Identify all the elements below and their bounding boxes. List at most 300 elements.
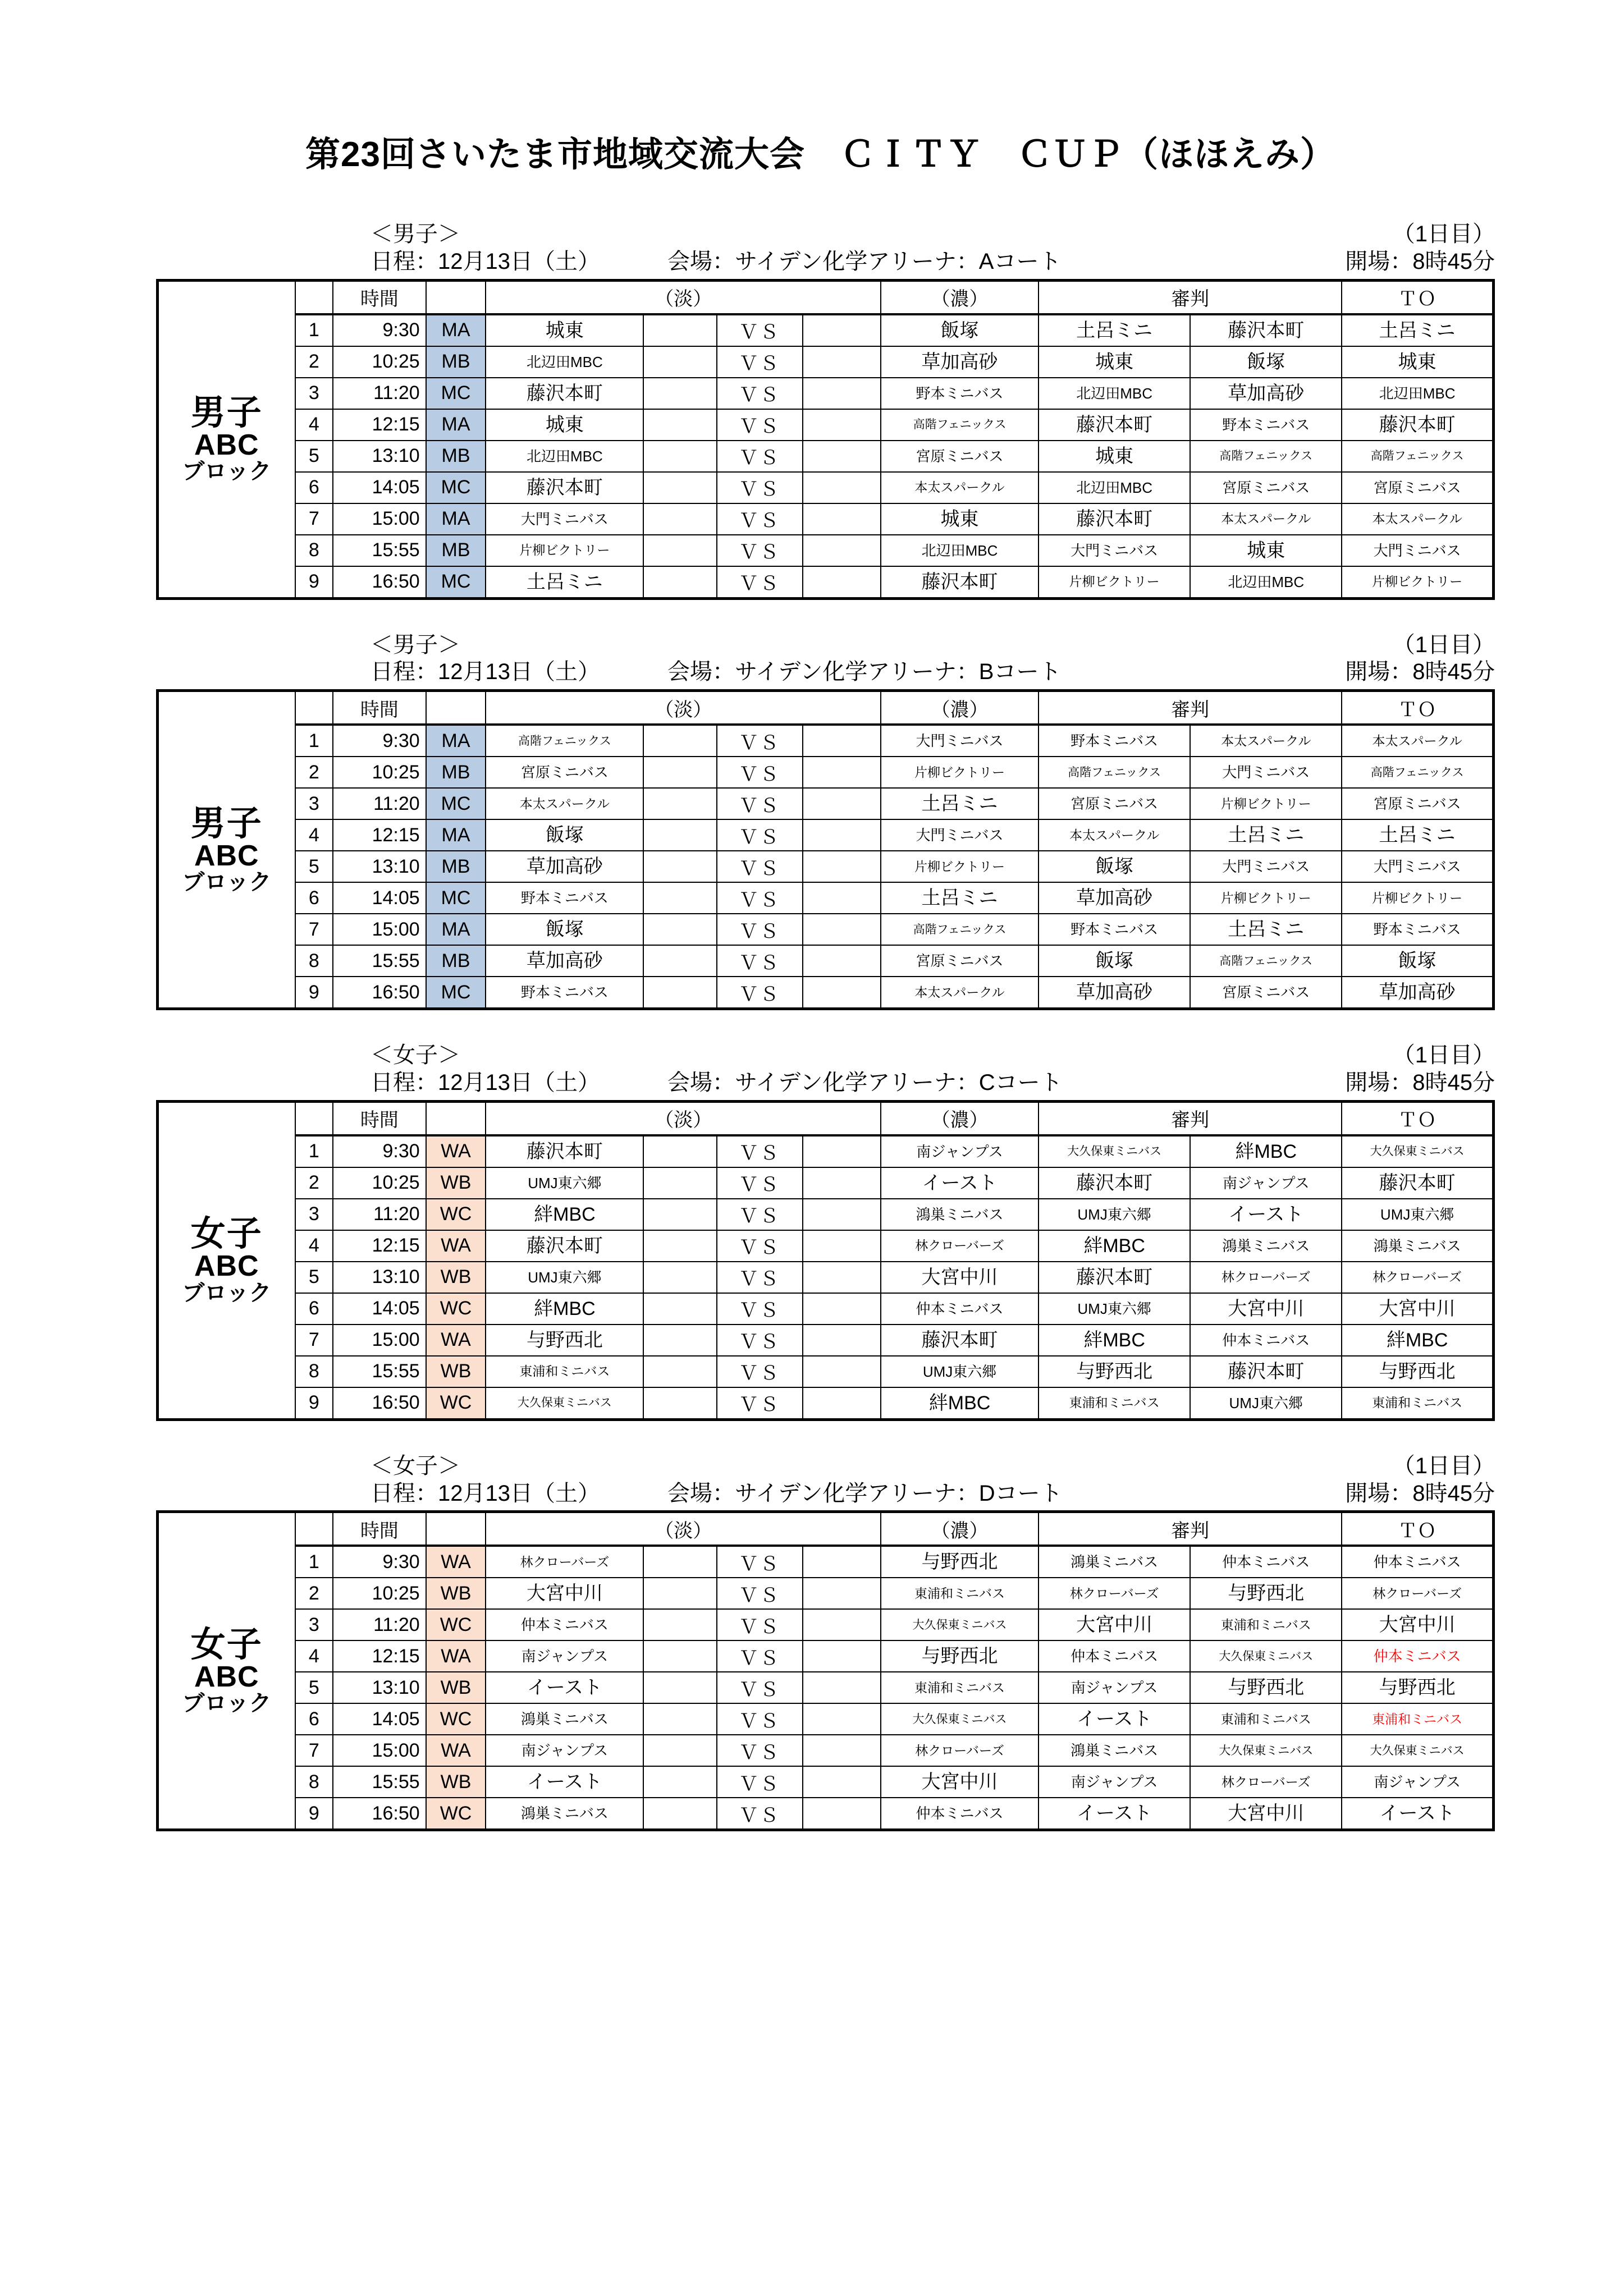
- team-light: 草加高砂: [486, 945, 643, 977]
- referee-2: 大宮中川: [1190, 1798, 1342, 1830]
- referee-1: イースト: [1039, 1798, 1190, 1830]
- court-code: WB: [426, 1672, 486, 1703]
- table-header-row: [158, 1512, 1494, 1546]
- venue-label: 会場：サイデン化学アリーナ：Aコート: [667, 249, 1062, 274]
- game-number: 2: [295, 1578, 333, 1609]
- table-row: [158, 535, 1494, 566]
- table-officials: 土呂ミニ: [1342, 819, 1493, 851]
- category-label: ＜女子＞: [370, 1453, 460, 1478]
- team-dark: 与野西北: [881, 1546, 1039, 1578]
- table-officials: 宮原ミニバス: [1342, 472, 1493, 503]
- vs-label: ＶＳ: [717, 535, 802, 566]
- date-label: 日程：12月13日（土）: [370, 1481, 600, 1506]
- team-dark: 土呂ミニ: [881, 788, 1039, 819]
- team-light: 北辺田MBC: [486, 441, 643, 472]
- team-dark: 南ジャンプス: [881, 1136, 1039, 1167]
- game-number: 1: [295, 315, 333, 346]
- block-label-line2: ABC: [194, 839, 259, 872]
- game-time: 16:50: [333, 1798, 426, 1830]
- score-light: [643, 788, 717, 819]
- score-light: [643, 1766, 717, 1798]
- game-number: 9: [295, 1798, 333, 1830]
- table-row: [158, 315, 1494, 346]
- vs-label: ＶＳ: [717, 315, 802, 346]
- game-time: 15:00: [333, 1325, 426, 1356]
- table-officials: イースト: [1342, 1798, 1493, 1830]
- game-time: 12:15: [333, 1230, 426, 1262]
- score-light: [643, 882, 717, 914]
- team-dark: 片柳ビクトリー: [881, 851, 1039, 882]
- date-label: 日程：12月13日（土）: [370, 659, 600, 685]
- category-label: ＜男子＞: [370, 222, 460, 246]
- vs-label: ＶＳ: [717, 441, 802, 472]
- court-code: MB: [426, 441, 486, 472]
- game-number: 5: [295, 1262, 333, 1293]
- vs-label: ＶＳ: [717, 882, 802, 914]
- vs-label: ＶＳ: [717, 1325, 802, 1356]
- header-to: ＴＯ: [1342, 280, 1493, 314]
- game-number: 4: [295, 1640, 333, 1672]
- vs-label: ＶＳ: [717, 1798, 802, 1830]
- team-dark: 仲本ミニバス: [881, 1798, 1039, 1830]
- score-light: [643, 346, 717, 378]
- game-time: 10:25: [333, 1578, 426, 1609]
- table-officials: 大宮中川: [1342, 1609, 1493, 1640]
- referee-2: 藤沢本町: [1190, 1356, 1342, 1387]
- score-dark: [803, 914, 881, 945]
- score-light: [643, 1735, 717, 1766]
- sections-container: [0, 221, 1624, 1831]
- game-number: 8: [295, 945, 333, 977]
- vs-label: ＶＳ: [717, 1262, 802, 1293]
- referee-2: 本太スパークル: [1190, 503, 1342, 535]
- team-light: 絆MBC: [486, 1199, 643, 1230]
- table-row: [158, 409, 1494, 441]
- schedule-table: [156, 1100, 1495, 1421]
- game-number: 3: [295, 1609, 333, 1640]
- vs-label: ＶＳ: [717, 1167, 802, 1199]
- team-light: 草加高砂: [486, 851, 643, 882]
- team-light: 東浦和ミニバス: [486, 1356, 643, 1387]
- table-row: [158, 1578, 1494, 1609]
- team-light: 城東: [486, 409, 643, 441]
- game-number: 9: [295, 977, 333, 1009]
- game-time: 13:10: [333, 1262, 426, 1293]
- block-label: [158, 691, 295, 1009]
- game-number: 8: [295, 535, 333, 566]
- score-light: [643, 472, 717, 503]
- team-dark: 鴻巣ミニバス: [881, 1199, 1039, 1230]
- game-number: 7: [295, 1325, 333, 1356]
- referee-2: 宮原ミニバス: [1190, 472, 1342, 503]
- game-time: 10:25: [333, 757, 426, 788]
- game-number: 5: [295, 1672, 333, 1703]
- team-dark: 与野西北: [881, 1640, 1039, 1672]
- team-light: 仲本ミニバス: [486, 1609, 643, 1640]
- score-light: [643, 1546, 717, 1578]
- team-dark: 仲本ミニバス: [881, 1293, 1039, 1325]
- table-row: [158, 882, 1494, 914]
- court-code: WA: [426, 1325, 486, 1356]
- score-dark: [803, 1578, 881, 1609]
- score-dark: [803, 441, 881, 472]
- score-dark: [803, 1356, 881, 1387]
- header-no: [295, 691, 333, 725]
- vs-label: ＶＳ: [717, 566, 802, 599]
- score-dark: [803, 409, 881, 441]
- court-code: MA: [426, 914, 486, 945]
- referee-2: 宮原ミニバス: [1190, 977, 1342, 1009]
- referee-2: イースト: [1190, 1199, 1342, 1230]
- table-row: [158, 1325, 1494, 1356]
- table-officials: 土呂ミニ: [1342, 315, 1493, 346]
- game-number: 6: [295, 882, 333, 914]
- team-light: 藤沢本町: [486, 378, 643, 409]
- team-light: 飯塚: [486, 819, 643, 851]
- table-row: [158, 1798, 1494, 1830]
- court-code: WA: [426, 1735, 486, 1766]
- referee-2: 東浦和ミニバス: [1190, 1703, 1342, 1735]
- table-row: [158, 346, 1494, 378]
- court-code: WA: [426, 1546, 486, 1578]
- court-code: WC: [426, 1199, 486, 1230]
- court-code: MA: [426, 725, 486, 757]
- referee-2: 大久保東ミニバス: [1190, 1640, 1342, 1672]
- table-officials: UMJ東六郷: [1342, 1199, 1493, 1230]
- vs-label: ＶＳ: [717, 1199, 802, 1230]
- game-number: 5: [295, 441, 333, 472]
- table-row: [158, 472, 1494, 503]
- score-dark: [803, 1230, 881, 1262]
- score-light: [643, 1230, 717, 1262]
- table-officials: 北辺田MBC: [1342, 378, 1493, 409]
- day-label: （1日目）: [1392, 632, 1495, 657]
- score-light: [643, 1325, 717, 1356]
- day-label: （1日目）: [1392, 1043, 1495, 1068]
- table-officials: 林クローバーズ: [1342, 1262, 1493, 1293]
- game-time: 13:10: [333, 1672, 426, 1703]
- block-label-line1: 女子: [190, 1625, 263, 1664]
- game-time: 15:55: [333, 535, 426, 566]
- header-light: （淡）: [486, 1101, 881, 1135]
- score-dark: [803, 1798, 881, 1830]
- header-dark: （濃）: [881, 691, 1039, 725]
- referee-2: 片柳ビクトリー: [1190, 882, 1342, 914]
- vs-label: ＶＳ: [717, 1293, 802, 1325]
- section-meta: [0, 1452, 1624, 1507]
- team-dark: 大久保東ミニバス: [881, 1609, 1039, 1640]
- score-dark: [803, 1640, 881, 1672]
- referee-1: 北辺田MBC: [1039, 378, 1190, 409]
- referee-2: 草加高砂: [1190, 378, 1342, 409]
- game-number: 5: [295, 851, 333, 882]
- court-code: MC: [426, 882, 486, 914]
- game-time: 11:20: [333, 788, 426, 819]
- schedule-section: [0, 221, 1624, 600]
- table-row: [158, 1356, 1494, 1387]
- table-officials: 高階フェニックス: [1342, 757, 1493, 788]
- date-label: 日程：12月13日（土）: [370, 249, 600, 274]
- score-light: [643, 1167, 717, 1199]
- open-time-label: 開場：8時45分: [1345, 249, 1495, 274]
- referee-1: 片柳ビクトリー: [1039, 566, 1190, 599]
- section-meta: [0, 631, 1624, 686]
- score-light: [643, 441, 717, 472]
- vs-label: ＶＳ: [717, 1136, 802, 1167]
- table-row: [158, 1672, 1494, 1703]
- game-time: 13:10: [333, 851, 426, 882]
- score-light: [643, 725, 717, 757]
- score-light: [643, 757, 717, 788]
- referee-2: 北辺田MBC: [1190, 566, 1342, 599]
- schedule-table-wrapper: [0, 689, 1624, 1010]
- referee-1: 藤沢本町: [1039, 503, 1190, 535]
- team-dark: 城東: [881, 503, 1039, 535]
- header-code: [426, 691, 486, 725]
- referee-2: 野本ミニバス: [1190, 409, 1342, 441]
- game-time: 11:20: [333, 1609, 426, 1640]
- day-label: （1日目）: [1392, 1453, 1495, 1478]
- block-label-line3: ブロック: [182, 869, 272, 895]
- court-code: MC: [426, 472, 486, 503]
- score-dark: [803, 1387, 881, 1420]
- header-to: ＴＯ: [1342, 691, 1493, 725]
- referee-1: 野本ミニバス: [1039, 725, 1190, 757]
- game-number: 8: [295, 1766, 333, 1798]
- team-dark: 藤沢本町: [881, 1325, 1039, 1356]
- score-light: [643, 1199, 717, 1230]
- table-officials: 藤沢本町: [1342, 1167, 1493, 1199]
- game-time: 11:20: [333, 1199, 426, 1230]
- table-row: [158, 851, 1494, 882]
- game-time: 14:05: [333, 472, 426, 503]
- team-light: 藤沢本町: [486, 472, 643, 503]
- table-officials: 城東: [1342, 346, 1493, 378]
- vs-label: ＶＳ: [717, 757, 802, 788]
- table-officials: 本太スパークル: [1342, 725, 1493, 757]
- score-dark: [803, 1735, 881, 1766]
- header-code: [426, 280, 486, 314]
- team-light: イースト: [486, 1766, 643, 1798]
- referee-1: 城東: [1039, 441, 1190, 472]
- table-officials: 林クローバーズ: [1342, 1578, 1493, 1609]
- game-number: 1: [295, 725, 333, 757]
- block-label-line3: ブロック: [182, 1691, 272, 1716]
- table-row: [158, 819, 1494, 851]
- game-time: 14:05: [333, 1293, 426, 1325]
- score-light: [643, 1703, 717, 1735]
- vs-label: ＶＳ: [717, 1356, 802, 1387]
- table-header-row: [158, 1101, 1494, 1135]
- court-code: MC: [426, 788, 486, 819]
- score-dark: [803, 1325, 881, 1356]
- game-number: 6: [295, 472, 333, 503]
- table-row: [158, 1387, 1494, 1420]
- vs-label: ＶＳ: [717, 503, 802, 535]
- score-dark: [803, 1199, 881, 1230]
- block-label: [158, 1512, 295, 1830]
- score-light: [643, 1356, 717, 1387]
- game-number: 6: [295, 1703, 333, 1735]
- vs-label: ＶＳ: [717, 725, 802, 757]
- score-light: [643, 378, 717, 409]
- table-officials: 野本ミニバス: [1342, 914, 1493, 945]
- vs-label: ＶＳ: [717, 945, 802, 977]
- score-dark: [803, 851, 881, 882]
- referee-2: 南ジャンプス: [1190, 1167, 1342, 1199]
- referee-2: 高階フェニックス: [1190, 441, 1342, 472]
- score-dark: [803, 566, 881, 599]
- team-light: 絆MBC: [486, 1293, 643, 1325]
- vs-label: ＶＳ: [717, 1640, 802, 1672]
- court-code: MA: [426, 315, 486, 346]
- game-time: 12:15: [333, 819, 426, 851]
- referee-2: 与野西北: [1190, 1578, 1342, 1609]
- team-dark: 林クローバーズ: [881, 1230, 1039, 1262]
- referee-1: 本太スパークル: [1039, 819, 1190, 851]
- court-code: WC: [426, 1387, 486, 1420]
- referee-1: 北辺田MBC: [1039, 472, 1190, 503]
- court-code: WB: [426, 1356, 486, 1387]
- referee-1: 藤沢本町: [1039, 1167, 1190, 1199]
- score-dark: [803, 315, 881, 346]
- score-dark: [803, 1766, 881, 1798]
- game-number: 3: [295, 378, 333, 409]
- team-dark: 宮原ミニバス: [881, 945, 1039, 977]
- table-row: [158, 1136, 1494, 1167]
- table-officials: 高階フェニックス: [1342, 441, 1493, 472]
- vs-label: ＶＳ: [717, 346, 802, 378]
- header-time: 時間: [333, 1512, 426, 1546]
- score-dark: [803, 757, 881, 788]
- referee-1: 大宮中川: [1039, 1609, 1190, 1640]
- game-time: 15:55: [333, 1356, 426, 1387]
- game-number: 6: [295, 1293, 333, 1325]
- score-light: [643, 945, 717, 977]
- score-light: [643, 1640, 717, 1672]
- referee-1: 鴻巣ミニバス: [1039, 1546, 1190, 1578]
- referee-1: 飯塚: [1039, 945, 1190, 977]
- referee-2: 藤沢本町: [1190, 315, 1342, 346]
- table-officials: 大門ミニバス: [1342, 535, 1493, 566]
- vs-label: ＶＳ: [717, 1609, 802, 1640]
- team-light: 高階フェニックス: [486, 725, 643, 757]
- table-officials: 鴻巣ミニバス: [1342, 1230, 1493, 1262]
- table-officials: 絆MBC: [1342, 1325, 1493, 1356]
- referee-1: 飯塚: [1039, 851, 1190, 882]
- team-dark: 北辺田MBC: [881, 535, 1039, 566]
- table-row: [158, 503, 1494, 535]
- court-code: MB: [426, 851, 486, 882]
- score-light: [643, 977, 717, 1009]
- team-dark: 絆MBC: [881, 1387, 1039, 1420]
- block-label-line2: ABC: [194, 1661, 259, 1694]
- game-number: 2: [295, 346, 333, 378]
- team-light: 南ジャンプス: [486, 1735, 643, 1766]
- table-header-row: [158, 691, 1494, 725]
- table-row: [158, 788, 1494, 819]
- referee-1: 大門ミニバス: [1039, 535, 1190, 566]
- team-light: 片柳ビクトリー: [486, 535, 643, 566]
- court-code: MA: [426, 503, 486, 535]
- table-row: [158, 378, 1494, 409]
- vs-label: ＶＳ: [717, 1546, 802, 1578]
- header-to: ＴＯ: [1342, 1512, 1493, 1546]
- team-light: 大宮中川: [486, 1578, 643, 1609]
- score-dark: [803, 1703, 881, 1735]
- table-officials: 宮原ミニバス: [1342, 788, 1493, 819]
- schedule-section: [0, 1452, 1624, 1832]
- header-referee: 審判: [1039, 280, 1342, 314]
- open-time-label: 開場：8時45分: [1345, 1481, 1495, 1506]
- referee-2: 仲本ミニバス: [1190, 1546, 1342, 1578]
- referee-1: UMJ東六郷: [1039, 1293, 1190, 1325]
- court-code: WC: [426, 1798, 486, 1830]
- referee-1: 絆MBC: [1039, 1230, 1190, 1262]
- game-number: 9: [295, 1387, 333, 1420]
- schedule-table: [156, 1510, 1495, 1831]
- team-light: 大久保東ミニバス: [486, 1387, 643, 1420]
- referee-1: 土呂ミニ: [1039, 315, 1190, 346]
- score-light: [643, 1578, 717, 1609]
- team-light: 宮原ミニバス: [486, 757, 643, 788]
- referee-2: 城東: [1190, 535, 1342, 566]
- referee-2: 林クローバーズ: [1190, 1766, 1342, 1798]
- game-time: 16:50: [333, 977, 426, 1009]
- table-officials: 仲本ミニバス: [1342, 1640, 1493, 1672]
- venue-label: 会場：サイデン化学アリーナ：Bコート: [667, 659, 1062, 685]
- header-no: [295, 1512, 333, 1546]
- game-number: 8: [295, 1356, 333, 1387]
- table-row: [158, 914, 1494, 945]
- score-dark: [803, 1167, 881, 1199]
- team-dark: イースト: [881, 1167, 1039, 1199]
- team-light: 土呂ミニ: [486, 566, 643, 599]
- referee-2: 飯塚: [1190, 346, 1342, 378]
- table-row: [158, 1735, 1494, 1766]
- game-time: 15:00: [333, 914, 426, 945]
- game-time: 12:15: [333, 409, 426, 441]
- score-light: [643, 1262, 717, 1293]
- schedule-section: [0, 1042, 1624, 1421]
- team-light: 鴻巣ミニバス: [486, 1703, 643, 1735]
- table-officials: 藤沢本町: [1342, 409, 1493, 441]
- vs-label: ＶＳ: [717, 472, 802, 503]
- referee-2: 東浦和ミニバス: [1190, 1609, 1342, 1640]
- block-label-line3: ブロック: [182, 1280, 272, 1305]
- table-officials: 仲本ミニバス: [1342, 1546, 1493, 1578]
- score-dark: [803, 535, 881, 566]
- vs-label: ＶＳ: [717, 788, 802, 819]
- header-code: [426, 1101, 486, 1135]
- game-time: 15:55: [333, 1766, 426, 1798]
- court-code: WC: [426, 1703, 486, 1735]
- schedule-table: [156, 279, 1495, 600]
- game-time: 15:00: [333, 1735, 426, 1766]
- game-time: 11:20: [333, 378, 426, 409]
- table-officials: 与野西北: [1342, 1672, 1493, 1703]
- table-officials: 大久保東ミニバス: [1342, 1136, 1493, 1167]
- score-dark: [803, 378, 881, 409]
- page-title: 第23回さいたま市地域交流大会 ＣＩＴＹ ＣＵＰ（ほほえみ）: [305, 135, 1335, 174]
- schedule-section: [0, 631, 1624, 1011]
- court-code: WC: [426, 1293, 486, 1325]
- team-light: 本太スパークル: [486, 788, 643, 819]
- referee-1: 南ジャンプス: [1039, 1672, 1190, 1703]
- table-row: [158, 945, 1494, 977]
- game-number: 1: [295, 1136, 333, 1167]
- schedule-table-wrapper: [0, 1100, 1624, 1421]
